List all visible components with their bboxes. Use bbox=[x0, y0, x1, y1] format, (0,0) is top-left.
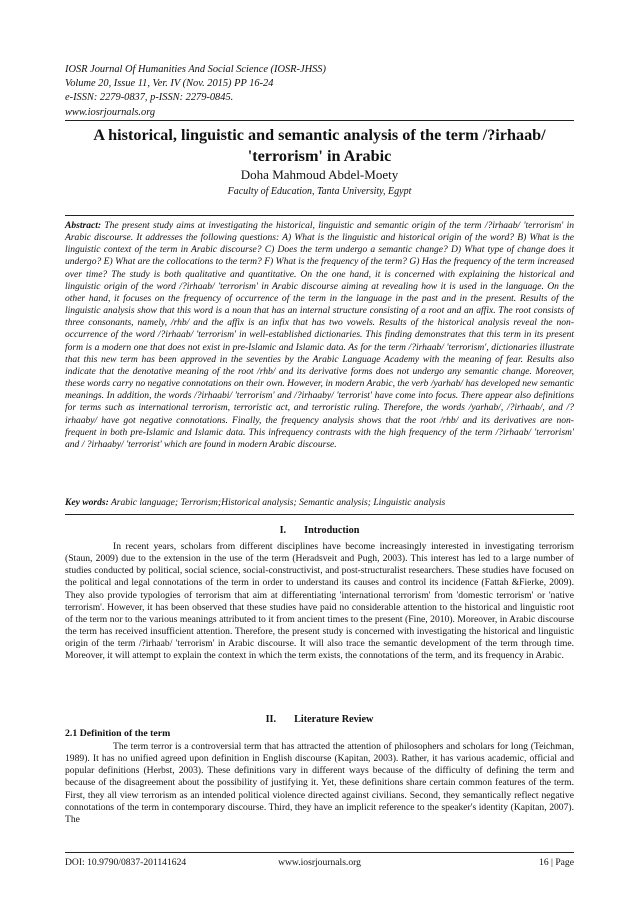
journal-issn: e-ISSN: 2279-0837, p-ISSN: 2279-0845. bbox=[65, 92, 234, 104]
section-title: Introduction bbox=[304, 525, 360, 536]
introduction-paragraph: In recent years, scholars from different disciplines have become increasingly interested in investigating terrorism (Staun, 2009) due to the extension in the use of the term (Heradsveit and Pugh, 2003). This interest has led to a large number of studies conducted by political, social science, social-constructivist, and post-structuralist researchers. These studies have focused on the political and legal connotations of the term in order to understand its causes and control its incidence (Fattah &Fierke, 2009). They also provide typologies of terrorism that aim at differentiating 'international terrorism' from 'domestic terrorism' or 'native terrorism'. However, it has been observed that these studies have paid no considerable attention to the historical and linguistic root of the term nor to the various meanings attributed to it from ancient times to the present (Fine, 2010). Moreover, in Arabic discourse the term has received insufficient attention. Therefore, the present study is concerned with investigating the historical and linguistic origin of the term /?irhaab/ 'terrorism' in Arabic discourse. It will also trace the semantic development of the term through time. Moreover, it will attempt to explain the context in which the term exists, the connotations of the term, and its frequency in Arabic. bbox=[65, 541, 574, 662]
section-heading-literature-review bbox=[65, 714, 574, 725]
paper-title bbox=[65, 125, 574, 167]
journal-volume: Volume 20, Issue 11, Ver. IV (Nov. 2015) PP 16-24 bbox=[65, 78, 274, 90]
subsection-heading: 2.1 Definition of the term bbox=[65, 728, 171, 739]
title-line-1: A historical, linguistic and semantic analysis of the term /?irhaab/ bbox=[93, 126, 546, 144]
abstract-top-divider bbox=[65, 215, 574, 216]
footer-doi: DOI: 10.9790/0837-201141624 bbox=[65, 857, 187, 868]
author-affiliation: Faculty of Education, Tanta University, Egypt bbox=[227, 186, 412, 197]
section-number: II. bbox=[265, 714, 277, 725]
title-line-2: 'terrorism' in Arabic bbox=[247, 147, 392, 165]
section-heading-introduction bbox=[65, 525, 574, 536]
section-number: I. bbox=[279, 525, 287, 536]
footer-website: www.iosrjournals.org bbox=[278, 857, 361, 868]
keywords-text: Arabic language; Terrorism;Historical analysis; Semantic analysis; Linguistic analysis bbox=[108, 497, 446, 508]
journal-header bbox=[65, 63, 326, 120]
journal-website: www.iosrjournals.org bbox=[65, 106, 156, 118]
footer-page-number: 16 | Page bbox=[539, 857, 574, 868]
abstract-bottom-divider bbox=[65, 514, 574, 515]
abstract-label: Abstract: bbox=[65, 220, 102, 231]
author-name: Doha Mahmoud Abdel-Moety bbox=[240, 167, 399, 182]
footer-divider bbox=[65, 852, 574, 853]
abstract bbox=[65, 220, 574, 451]
keywords bbox=[65, 497, 574, 510]
keywords-label: Key words: bbox=[65, 497, 109, 508]
literature-paragraph: The term terror is a controversial term that has attracted the attention of philosophers and scholars for long (Teichman, 1989). It has no unified agreed upon definition in English discourse (Kapitan, 2003). Rather, it has various academic, official and popular definitions (Herbst, 2003). These definitions vary in different ways because of the difficulty of defining the term and because of the disagreement about the possibility of justifying it. Yet, these definitions share certain common features of the term. First, they all view terrorism as an intended political violence directed against civilians. Second, they semantically reflect negative connotations of the term in contemporary discourse. Third, they have an implicit reference to the speaker's identity (Kapitan, 2007). The bbox=[65, 741, 574, 825]
journal-name: IOSR Journal Of Humanities And Social Science (IOSR-JHSS) bbox=[65, 64, 326, 75]
section-title: Literature Review bbox=[294, 714, 374, 725]
abstract-text: The present study aims at investigating the historical, linguistic and semantic origin of the term /?irhaab/ 'terrorism' in Arabic discourse. It addresses the following questions: A) What is the linguistic and historical origin of the word? B) What is the linguistic context of the term in Arabic discourse? C) Does the term undergo a semantic change? D) What type of change does it undergo? E) What are the collocations to the term? F) What is the frequency of the term? G) Has the frequency of the term increased over time? The study is both qualitative and quantitative. On the one hand, it is concerned with explaining the historical and linguistic origin of the word /?irhaab/ 'terrorism' in Arabic discourse aiming at revealing how it is used in the language. On the other hand, it focuses on the frequency of occurrence of the term in the language in the past and in the present. Results of the linguistic analysis show that this word is a noun that has an internal structure consisting of a root and an affix. The root consists of three consonants, namely, /rhb/ and the affix is an infix that has two vowels. Results of the historical analysis reveal the non-occurrence of the word /?irhaab/ 'terrorism' in well-established dictionaries. This finding demonstrates that this term in its present form is a modern one that does not exist in pre-Islamic and Islamic data. As for the term /?irhaab/ 'terrorism', dictionaries illustrate that this new term has been approved in the seventies by the Arabic Language Academy with the meaning of fear. Results also indicate that the denotative meaning of the root /rhb/ and its derivative forms does not undergo any semantic change. Moreover, these words carry no negative connotations on their own. However, in modern Arabic, the verb /yarhab/ has developed new semantic meanings. In addition, the words /?irhaabi/ 'terrorism' and /?irhaaby/ 'terrorist' have come into focus. There appear also definitions for terms such as international terrorism, terroristic act, and terroristic ruling. Therefore, the words /yarhab/, /?irhaab/, and /?irhaaby/ have got negative connotations. Finally, the frequency analysis shows that the root /rhb/ and its derivatives are non-frequent in both pre-Islamic and Islamic data. This infrequency contrasts with the high frequency of the term /?irhaab/ 'terrorism' and / ?irhaaby/ 'terrorist' which are found in modern Arabic discourse. bbox=[65, 220, 574, 450]
header-divider bbox=[65, 120, 574, 121]
